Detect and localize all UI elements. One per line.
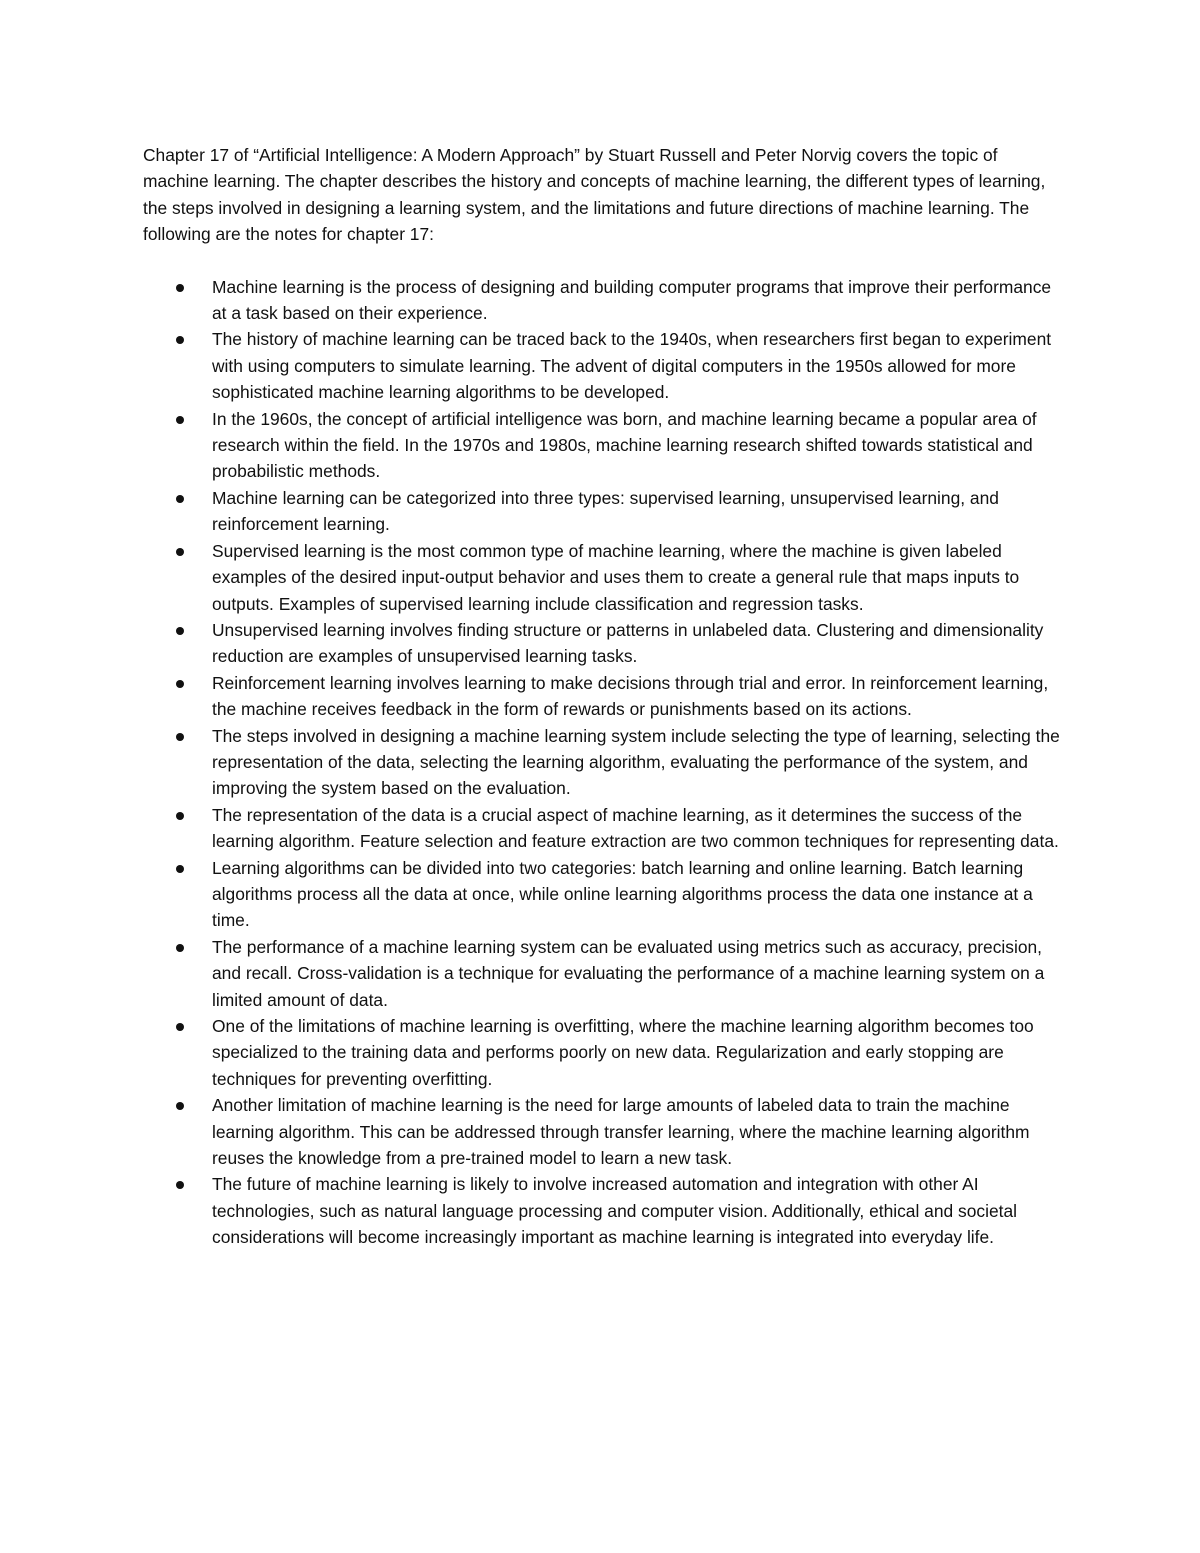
note-text: Machine learning is the process of designing and building computer programs that improve their performance at a task based on their experience. <box>212 276 1052 324</box>
note-text: Another limitation of machine learning is the need for large amounts of labeled data to train the machine learning algorithm. This can be addressed through transfer learning, where the machine learning algorithm reuses the knowledge from a pre-trained model to learn a new task. <box>212 1095 1030 1169</box>
list-item <box>143 855 1063 934</box>
bullet-icon <box>176 865 184 873</box>
bullet-icon <box>176 1102 184 1110</box>
note-text: In the 1960s, the concept of artificial intelligence was born, and machine learning became a popular area of research within the field. In the 1970s and 1980s, machine learning research shifted towards statistical and probabilistic methods. <box>212 408 1037 482</box>
note-text: The future of machine learning is likely to involve increased automation and integration with other AI technologies, such as natural language processing and computer vision. Additionally, ethical and societal considerations will become increasingly important as machine learning is integrated into everyday life. <box>212 1174 1017 1248</box>
bullet-icon <box>176 1181 184 1189</box>
note-text: The steps involved in designing a machine learning system include selecting the type of learning, selecting the representation of the data, selecting the learning algorithm, evaluating the performance of the system, and improving the system based on the evaluation. <box>212 725 1060 799</box>
bullet-icon <box>176 680 184 688</box>
intro-paragraph: Chapter 17 of “Artificial Intelligence: A Modern Approach” by Stuart Russell and Peter Norvig covers the topic of machine learning. The chapter describes the history and concepts of machine learning, the different types of learning, the steps involved in designing a learning system, and the limitations and future directions of machine learning. The following are the notes for chapter 17: <box>143 145 1046 245</box>
note-text: The history of machine learning can be traced back to the 1940s, when researchers first began to experiment with using computers to simulate learning. The advent of digital computers in the 1950s allowed for more sophisticated machine learning algorithms to be developed. <box>212 329 1052 403</box>
bullet-icon <box>176 812 184 820</box>
list-item <box>143 326 1063 405</box>
list-item <box>143 670 1063 723</box>
list-item <box>143 723 1063 802</box>
list-item <box>143 802 1063 855</box>
note-text: Learning algorithms can be divided into two categories: batch learning and online learning. Batch learning algorithms process all the data at once, while online learning algorithms process the data one instance at a time. <box>212 857 1033 931</box>
note-text: Unsupervised learning involves finding structure or patterns in unlabeled data. Clustering and dimensionality reduction are examples of unsupervised learning tasks. <box>212 619 1044 667</box>
bullet-icon <box>176 1023 184 1031</box>
list-item <box>143 1092 1063 1171</box>
bullet-icon <box>176 336 184 344</box>
bullet-icon <box>176 416 184 424</box>
bullet-icon <box>176 495 184 503</box>
bullet-icon <box>176 944 184 952</box>
document-body <box>143 142 1063 1251</box>
bullet-icon <box>176 733 184 741</box>
note-text: Machine learning can be categorized into three types: supervised learning, unsupervised learning, and reinforcement learning. <box>212 487 999 535</box>
note-text: Reinforcement learning involves learning to make decisions through trial and error. In reinforcement learning, the machine receives feedback in the form of rewards or punishments based on its actions. <box>212 672 1049 720</box>
list-item <box>143 406 1063 485</box>
list-item <box>143 538 1063 617</box>
bullet-icon <box>176 627 184 635</box>
list-item <box>143 1171 1063 1250</box>
list-item <box>143 617 1063 670</box>
note-text: The performance of a machine learning system can be evaluated using metrics such as accuracy, precision, and recall. Cross-validation is a technique for evaluating the performance of a machine learning system on a limited amount of data. <box>212 936 1045 1010</box>
notes-list <box>143 274 1063 1251</box>
bullet-icon <box>176 284 184 292</box>
note-text: Supervised learning is the most common type of machine learning, where the machine is given labeled examples of the desired input-output behavior and uses them to create a general rule that maps inputs to outputs. Examples of supervised learning include classification and regression tasks. <box>212 540 1020 614</box>
list-item <box>143 934 1063 1013</box>
list-item <box>143 274 1063 327</box>
bullet-icon <box>176 548 184 556</box>
note-text: The representation of the data is a crucial aspect of machine learning, as it determines the success of the learning algorithm. Feature selection and feature extraction are two common techniques for representing data. <box>212 804 1059 852</box>
list-item <box>143 1013 1063 1092</box>
note-text: One of the limitations of machine learning is overfitting, where the machine learning algorithm becomes too specialized to the training data and performs poorly on new data. Regularization and early stopping are techniques for preventing overfitting. <box>212 1016 1034 1089</box>
list-item <box>143 485 1063 538</box>
